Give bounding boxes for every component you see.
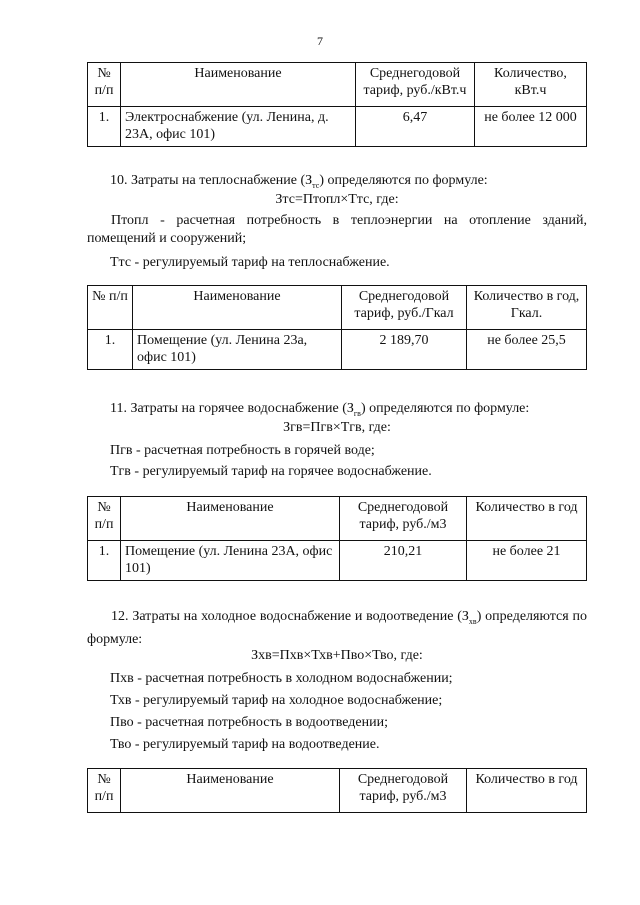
col-header-number: № п/п xyxy=(88,497,121,541)
cell-tariff: 6,47 xyxy=(356,107,475,147)
col-header-tariff: Среднегодовой тариф, руб./кВт.ч xyxy=(356,63,475,107)
col-header-tariff: Среднегодовой тариф, руб./м3 xyxy=(340,497,467,541)
col-header-tariff: Среднегодовой тариф, руб./Гкал xyxy=(342,286,467,330)
col-header-name: Наименование xyxy=(121,63,356,107)
col-header-number: № п/п xyxy=(88,286,133,330)
section-10-formula: Зтс=Птопл×Ттс, где: xyxy=(275,192,399,207)
col-header-name: Наименование xyxy=(121,497,340,541)
table-hot-water xyxy=(87,496,587,581)
section-10-def-1: Птопл - расчетная потребность в теплоэнергии на отопление зданий, помещений и сооружений; xyxy=(87,213,587,246)
cell-quantity: не более 12 000 xyxy=(475,107,587,147)
col-header-tariff: Среднегодовой тариф, руб./м3 xyxy=(340,769,467,813)
table-row xyxy=(88,541,587,581)
section-11-formula: Згв=Пгв×Тгв, где: xyxy=(283,420,391,435)
cell-number: 1. xyxy=(88,107,121,147)
table-row xyxy=(88,107,587,147)
col-header-name: Наименование xyxy=(133,286,342,330)
section-12-def-4: Тво - регулируемый тариф на водоотведение. xyxy=(110,737,380,752)
section-11-intro: 11. Затраты на горячее водоснабжение $(З_{гв})$ определяются по формуле: xyxy=(110,401,530,418)
cell-name: Помещение (ул. Ленина 23а, офис 101) xyxy=(133,330,342,370)
page-number: 7 xyxy=(317,34,323,48)
col-header-number: № п/п xyxy=(88,63,121,107)
section-10-intro: 10. Затраты на теплоснабжение $(З_{тс})$ определяются по формуле: xyxy=(110,173,488,190)
cell-name: Электроснабжение (ул. Ленина, д. 23А, офис 101) xyxy=(121,107,356,147)
cell-name: Помещение (ул. Ленина 23А, офис 101) xyxy=(121,541,340,581)
table-electricity xyxy=(87,62,587,147)
table-cold-water xyxy=(87,768,587,813)
section-10-def-2: Ттс - регулируемый тариф на теплоснабжение. xyxy=(110,255,390,270)
section-12-def-3: Пво - расчетная потребность в водоотведении; xyxy=(110,715,388,730)
col-header-quantity: Количество в год, Гкал. xyxy=(467,286,587,330)
section-12-def-1: Пхв - расчетная потребность в холодном водоснабжении; xyxy=(110,671,453,686)
col-header-name: Наименование xyxy=(121,769,340,813)
table-header-row xyxy=(88,497,587,541)
section-12-def-2: Тхв - регулируемый тариф на холодное водоснабжение; xyxy=(110,693,443,708)
cell-quantity: не более 25,5 xyxy=(467,330,587,370)
cell-tariff: 2 189,70 xyxy=(342,330,467,370)
cell-tariff: 210,21 xyxy=(340,541,467,581)
section-11-def-1: Пгв - расчетная потребность в горячей воде; xyxy=(110,443,375,458)
table-header-row xyxy=(88,63,587,107)
section-12-intro: 12. Затраты на холодное водоснабжение и водоотведение $(З_{хв})$ определяются по формуле: xyxy=(87,609,587,647)
col-header-number: № п/п xyxy=(88,769,121,813)
section-11-def-2: Тгв - регулируемый тариф на горячее водоснабжение. xyxy=(110,464,432,479)
col-header-quantity: Количество в год xyxy=(467,497,587,541)
cell-quantity: не более 21 xyxy=(467,541,587,581)
section-12-formula: Зхв=Пхв×Тхв+Пво×Тво, где: xyxy=(251,648,423,663)
table-header-row xyxy=(88,286,587,330)
col-header-quantity: Количество, кВт.ч xyxy=(475,63,587,107)
col-header-quantity: Количество в год xyxy=(467,769,587,813)
table-header-row xyxy=(88,769,587,813)
table-row xyxy=(88,330,587,370)
table-heating xyxy=(87,285,587,370)
cell-number: 1. xyxy=(88,330,133,370)
cell-number: 1. xyxy=(88,541,121,581)
